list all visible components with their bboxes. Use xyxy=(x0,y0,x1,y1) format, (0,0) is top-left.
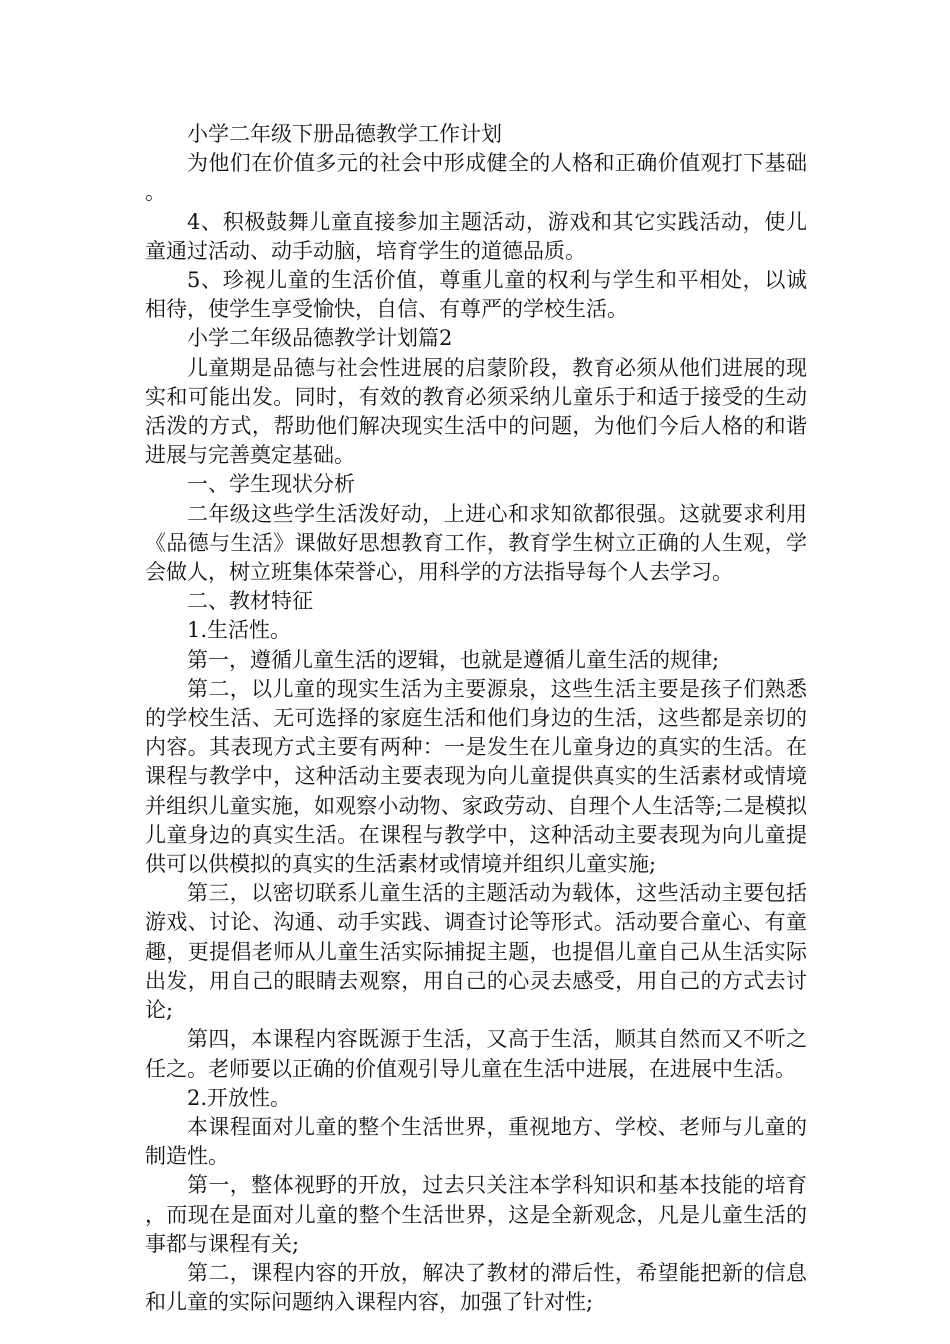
paragraph: 第二，以儿童的现实生活为主要源泉，这些生活主要是孩子们熟悉的学校生活、无可选择的家庭生活和他们身边的生活，这些都是亲切的内容。其表现方式主要有两种：一是发生在儿童身边的真实的生活。在课程与教学中，这种活动主要表现为向儿童提供真实的生活素材或情境并组织儿童实施，如观察小动物、家政劳动、自理个人生活等;二是模拟儿童身边的真实生活。在课程与教学中，这种活动主要表现为向儿童提供可以供模拟的真实的生活素材或情境并组织儿童实施; xyxy=(145,676,807,877)
document-title: 小学二年级下册品德教学工作计划 xyxy=(187,122,502,146)
heading: 二、教材特征 xyxy=(187,589,313,614)
paragraph: 4、积极鼓舞儿童直接参加主题活动，游戏和其它实践活动，使儿童通过活动、动手动脑，培育学生的道德品质。 xyxy=(145,209,807,263)
section-title: 小学二年级品德教学计划篇2 xyxy=(187,326,453,351)
subheading: 2.开放性。 xyxy=(187,1085,292,1110)
paragraph: 本课程面对儿童的整个生活世界，重视地方、学校、老师与儿童的制造性。 xyxy=(145,1114,807,1169)
paragraph: 第三，以密切联系儿童生活的主题活动为载体，这些活动主要包括游戏、讨论、沟通、动手实践、调查讨论等形式。活动要合童心、有童趣，更提倡老师从儿童生活实际捕捉主题，也提倡儿童自己从生活实际出发，用自己的眼睛去观察，用自己的心灵去感受，用自己的方式去讨论; xyxy=(145,881,807,1023)
paragraph: 5、珍视儿童的生活价值，尊重儿童的权利与学生和平相处，以诚相待，使学生享受愉快，自信、有尊严的学校生活。 xyxy=(145,268,807,322)
paragraph: 第一，整体视野的开放，过去只关注本学科知识和基本技能的培育，而现在是面对儿童的整个生活世界，这是全新观念，凡是儿童生活的事都与课程有关; xyxy=(145,1173,807,1256)
paragraph: 第二，课程内容的开放，解决了教材的滞后性，希望能把新的信息和儿童的实际问题纳入课程内容，加强了针对性; xyxy=(145,1260,807,1315)
document-body xyxy=(145,120,807,1317)
paragraph: 第四，本课程内容既源于生活，又高于生活，顺其自然而又不听之任之。老师要以正确的价值观引导儿童在生活中进展，在进展中生活。 xyxy=(145,1027,807,1081)
subheading: 1.生活性。 xyxy=(187,618,292,643)
paragraph: 儿童期是品德与社会性进展的启蒙阶段，教育必须从他们进展的现实和可能出发。同时，有效的教育必须采纳儿童乐于和适于接受的生动活泼的方式，帮助他们解决现实生活中的问题，为他们今后人格的和谐进展与完善奠定基础。 xyxy=(145,355,807,468)
heading: 一、学生现状分析 xyxy=(187,472,355,497)
paragraph: 二年级这些学生活泼好动，上进心和求知欲都很强。这就要求利用《品德与生活》课做好思想教育工作，教育学生树立正确的人生观，学会做人，树立班集体荣誉心，用科学的方法指导每个人去学习。 xyxy=(145,501,807,585)
paragraph: 第一，遵循儿童生活的逻辑，也就是遵循儿童生活的规律; xyxy=(187,647,720,672)
paragraph: 为他们在价值多元的社会中形成健全的人格和正确价值观打下基础。 xyxy=(145,151,807,205)
